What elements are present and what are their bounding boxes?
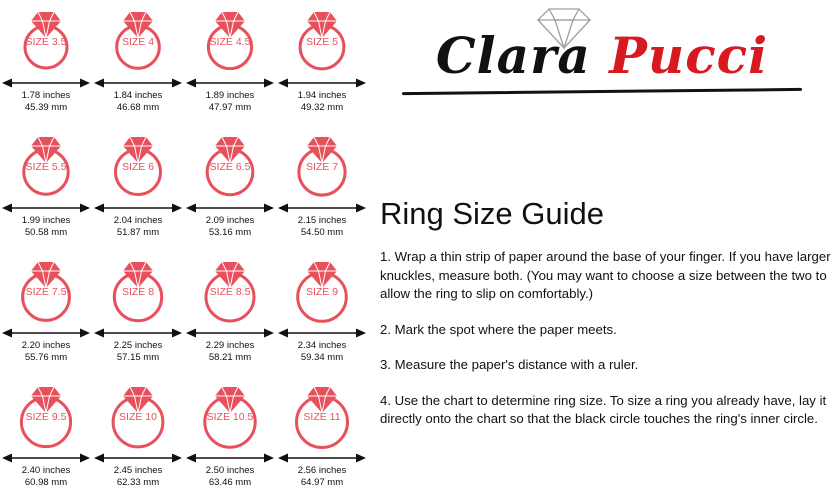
ring-measurements	[0, 215, 92, 238]
measure-arrow	[186, 326, 274, 338]
ring-size-cell	[92, 379, 184, 497]
ring-size-cell	[184, 4, 276, 122]
ring-illustration	[276, 379, 368, 451]
ring-inches: 2.09 inches	[205, 215, 255, 226]
ring-mm: 51.87 mm	[116, 226, 160, 238]
ring-illustration	[92, 4, 184, 76]
instruction-step: 1. Wrap a thin strip of paper around the base of your finger. If you have larger knuckles, measure both. (You may want to choose a size between the two to allow the ring to slip on comfortably.)	[380, 249, 831, 301]
ring-inches: 2.20 inches	[21, 340, 71, 351]
brand-name-last: Pucci	[609, 26, 769, 85]
ring-size-cell	[276, 129, 368, 247]
ring-size-cell	[184, 129, 276, 247]
ring-measurements	[92, 215, 184, 238]
ring-size-label: SIZE 5	[305, 36, 339, 48]
ring-mm: 62.33 mm	[116, 476, 160, 488]
ring-measurements	[0, 465, 92, 488]
ring-size-label: SIZE 4	[121, 36, 155, 48]
ring-mm: 47.97 mm	[208, 101, 252, 113]
ring-size-chart	[0, 0, 370, 501]
ring-size-cell	[184, 379, 276, 497]
ring-inches: 2.50 inches	[205, 465, 255, 476]
ring-mm: 63.46 mm	[208, 476, 252, 488]
ring-size-label: SIZE 4.5	[209, 36, 251, 48]
ring-inches: 1.89 inches	[205, 90, 255, 101]
brand-name-first: Clara	[435, 26, 591, 85]
ring-inches: 2.15 inches	[297, 215, 347, 226]
ring-measurements	[0, 340, 92, 363]
measure-arrow	[186, 451, 274, 463]
ring-inches: 1.78 inches	[21, 90, 71, 101]
ring-mm: 50.58 mm	[24, 226, 68, 238]
ring-size-cell	[276, 379, 368, 497]
ring-size-cell	[0, 129, 92, 247]
ring-measurements	[276, 90, 368, 113]
ring-measurements	[184, 465, 276, 488]
ring-size-label: SIZE 7	[305, 161, 339, 173]
ring-measurements	[184, 215, 276, 238]
ring-illustration	[0, 129, 92, 201]
measure-arrow	[278, 326, 366, 338]
ring-mm: 53.16 mm	[208, 226, 252, 238]
ring-mm: 45.39 mm	[24, 101, 68, 113]
ring-mm: 59.34 mm	[300, 351, 344, 363]
ring-mm: 49.32 mm	[300, 101, 344, 113]
measure-arrow	[278, 76, 366, 88]
ring-inches: 1.94 inches	[297, 90, 347, 101]
ring-measurements	[184, 340, 276, 363]
ring-inches: 2.29 inches	[205, 340, 255, 351]
measure-arrow	[94, 201, 182, 213]
ring-illustration	[184, 254, 276, 326]
measure-arrow	[278, 201, 366, 213]
ring-mm: 46.68 mm	[116, 101, 160, 113]
ring-size-label: SIZE 11	[303, 411, 341, 423]
ring-measurements	[276, 215, 368, 238]
ring-size-label: SIZE 10	[119, 411, 157, 423]
ring-illustration	[184, 379, 276, 451]
measure-arrow	[94, 76, 182, 88]
ring-mm: 57.15 mm	[116, 351, 160, 363]
ring-size-cell	[0, 379, 92, 497]
ring-size-label: SIZE 8.5	[209, 286, 251, 298]
measure-arrow	[278, 451, 366, 463]
ring-measurements	[92, 90, 184, 113]
ring-size-cell	[92, 129, 184, 247]
brand-name	[372, 26, 832, 85]
ring-size-label: SIZE 7.5	[25, 286, 67, 298]
instruction-step: 3. Measure the paper's distance with a ruler.	[380, 357, 639, 372]
ring-size-label: SIZE 9.5	[25, 411, 67, 423]
instruction-step: 4. Use the chart to determine ring size. To size a ring you already have, lay it directly onto the chart so that the black circle touches the ring's inner circle.	[380, 392, 827, 426]
measure-arrow	[2, 76, 90, 88]
measure-arrow	[2, 451, 90, 463]
ring-mm: 58.21 mm	[208, 351, 252, 363]
measure-arrow	[94, 326, 182, 338]
ring-illustration	[184, 4, 276, 76]
ring-mm: 54.50 mm	[300, 226, 344, 238]
brand-logo	[372, 4, 832, 104]
ring-illustration	[0, 4, 92, 76]
ring-size-cell	[92, 4, 184, 122]
measure-arrow	[94, 451, 182, 463]
measure-arrow	[2, 201, 90, 213]
ring-inches: 2.56 inches	[297, 465, 347, 476]
ring-inches: 2.25 inches	[113, 340, 163, 351]
ring-size-label: SIZE 6	[121, 161, 155, 173]
ring-illustration	[276, 129, 368, 201]
ring-illustration	[92, 254, 184, 326]
measure-arrow	[186, 201, 274, 213]
ring-inches: 2.04 inches	[113, 215, 163, 226]
ring-illustration	[276, 4, 368, 76]
ring-inches: 2.45 inches	[113, 465, 163, 476]
ring-size-cell	[276, 254, 368, 372]
ring-illustration	[92, 129, 184, 201]
ring-size-cell	[0, 4, 92, 122]
ring-measurements	[276, 465, 368, 488]
ring-measurements	[276, 340, 368, 363]
ring-size-label: SIZE 10.5	[206, 411, 254, 423]
ring-size-cell	[0, 254, 92, 372]
ring-mm: 60.98 mm	[24, 476, 68, 488]
ring-illustration	[184, 129, 276, 201]
measure-arrow	[186, 76, 274, 88]
ring-size-cell	[276, 4, 368, 122]
ring-measurements	[0, 90, 92, 113]
ring-size-label: SIZE 8	[121, 286, 155, 298]
ring-illustration	[276, 254, 368, 326]
ring-measurements	[92, 340, 184, 363]
measure-arrow	[2, 326, 90, 338]
ring-size-label: SIZE 5.5	[25, 161, 67, 173]
brand-underline	[402, 88, 802, 95]
ring-size-label: SIZE 9	[305, 286, 339, 298]
ring-size-cell	[184, 254, 276, 372]
page-title: Ring Size Guide	[380, 196, 605, 231]
ring-inches: 2.34 inches	[297, 340, 347, 351]
ring-measurements	[92, 465, 184, 488]
ring-size-label: SIZE 3.5	[25, 36, 67, 48]
ring-mm: 55.76 mm	[24, 351, 68, 363]
instruction-step: 2. Mark the spot where the paper meets.	[380, 321, 617, 337]
ring-size-label: SIZE 6.5	[209, 161, 251, 173]
ring-illustration	[92, 379, 184, 451]
instruction-steps	[380, 248, 832, 429]
ring-mm: 64.97 mm	[300, 476, 344, 488]
ring-inches: 1.84 inches	[113, 90, 163, 101]
ring-inches: 2.40 inches	[21, 465, 71, 476]
ring-measurements	[184, 90, 276, 113]
ring-inches: 1.99 inches	[21, 215, 71, 226]
ring-illustration	[0, 254, 92, 326]
ring-illustration	[0, 379, 92, 451]
guide-panel	[372, 0, 839, 501]
ring-size-cell	[92, 254, 184, 372]
